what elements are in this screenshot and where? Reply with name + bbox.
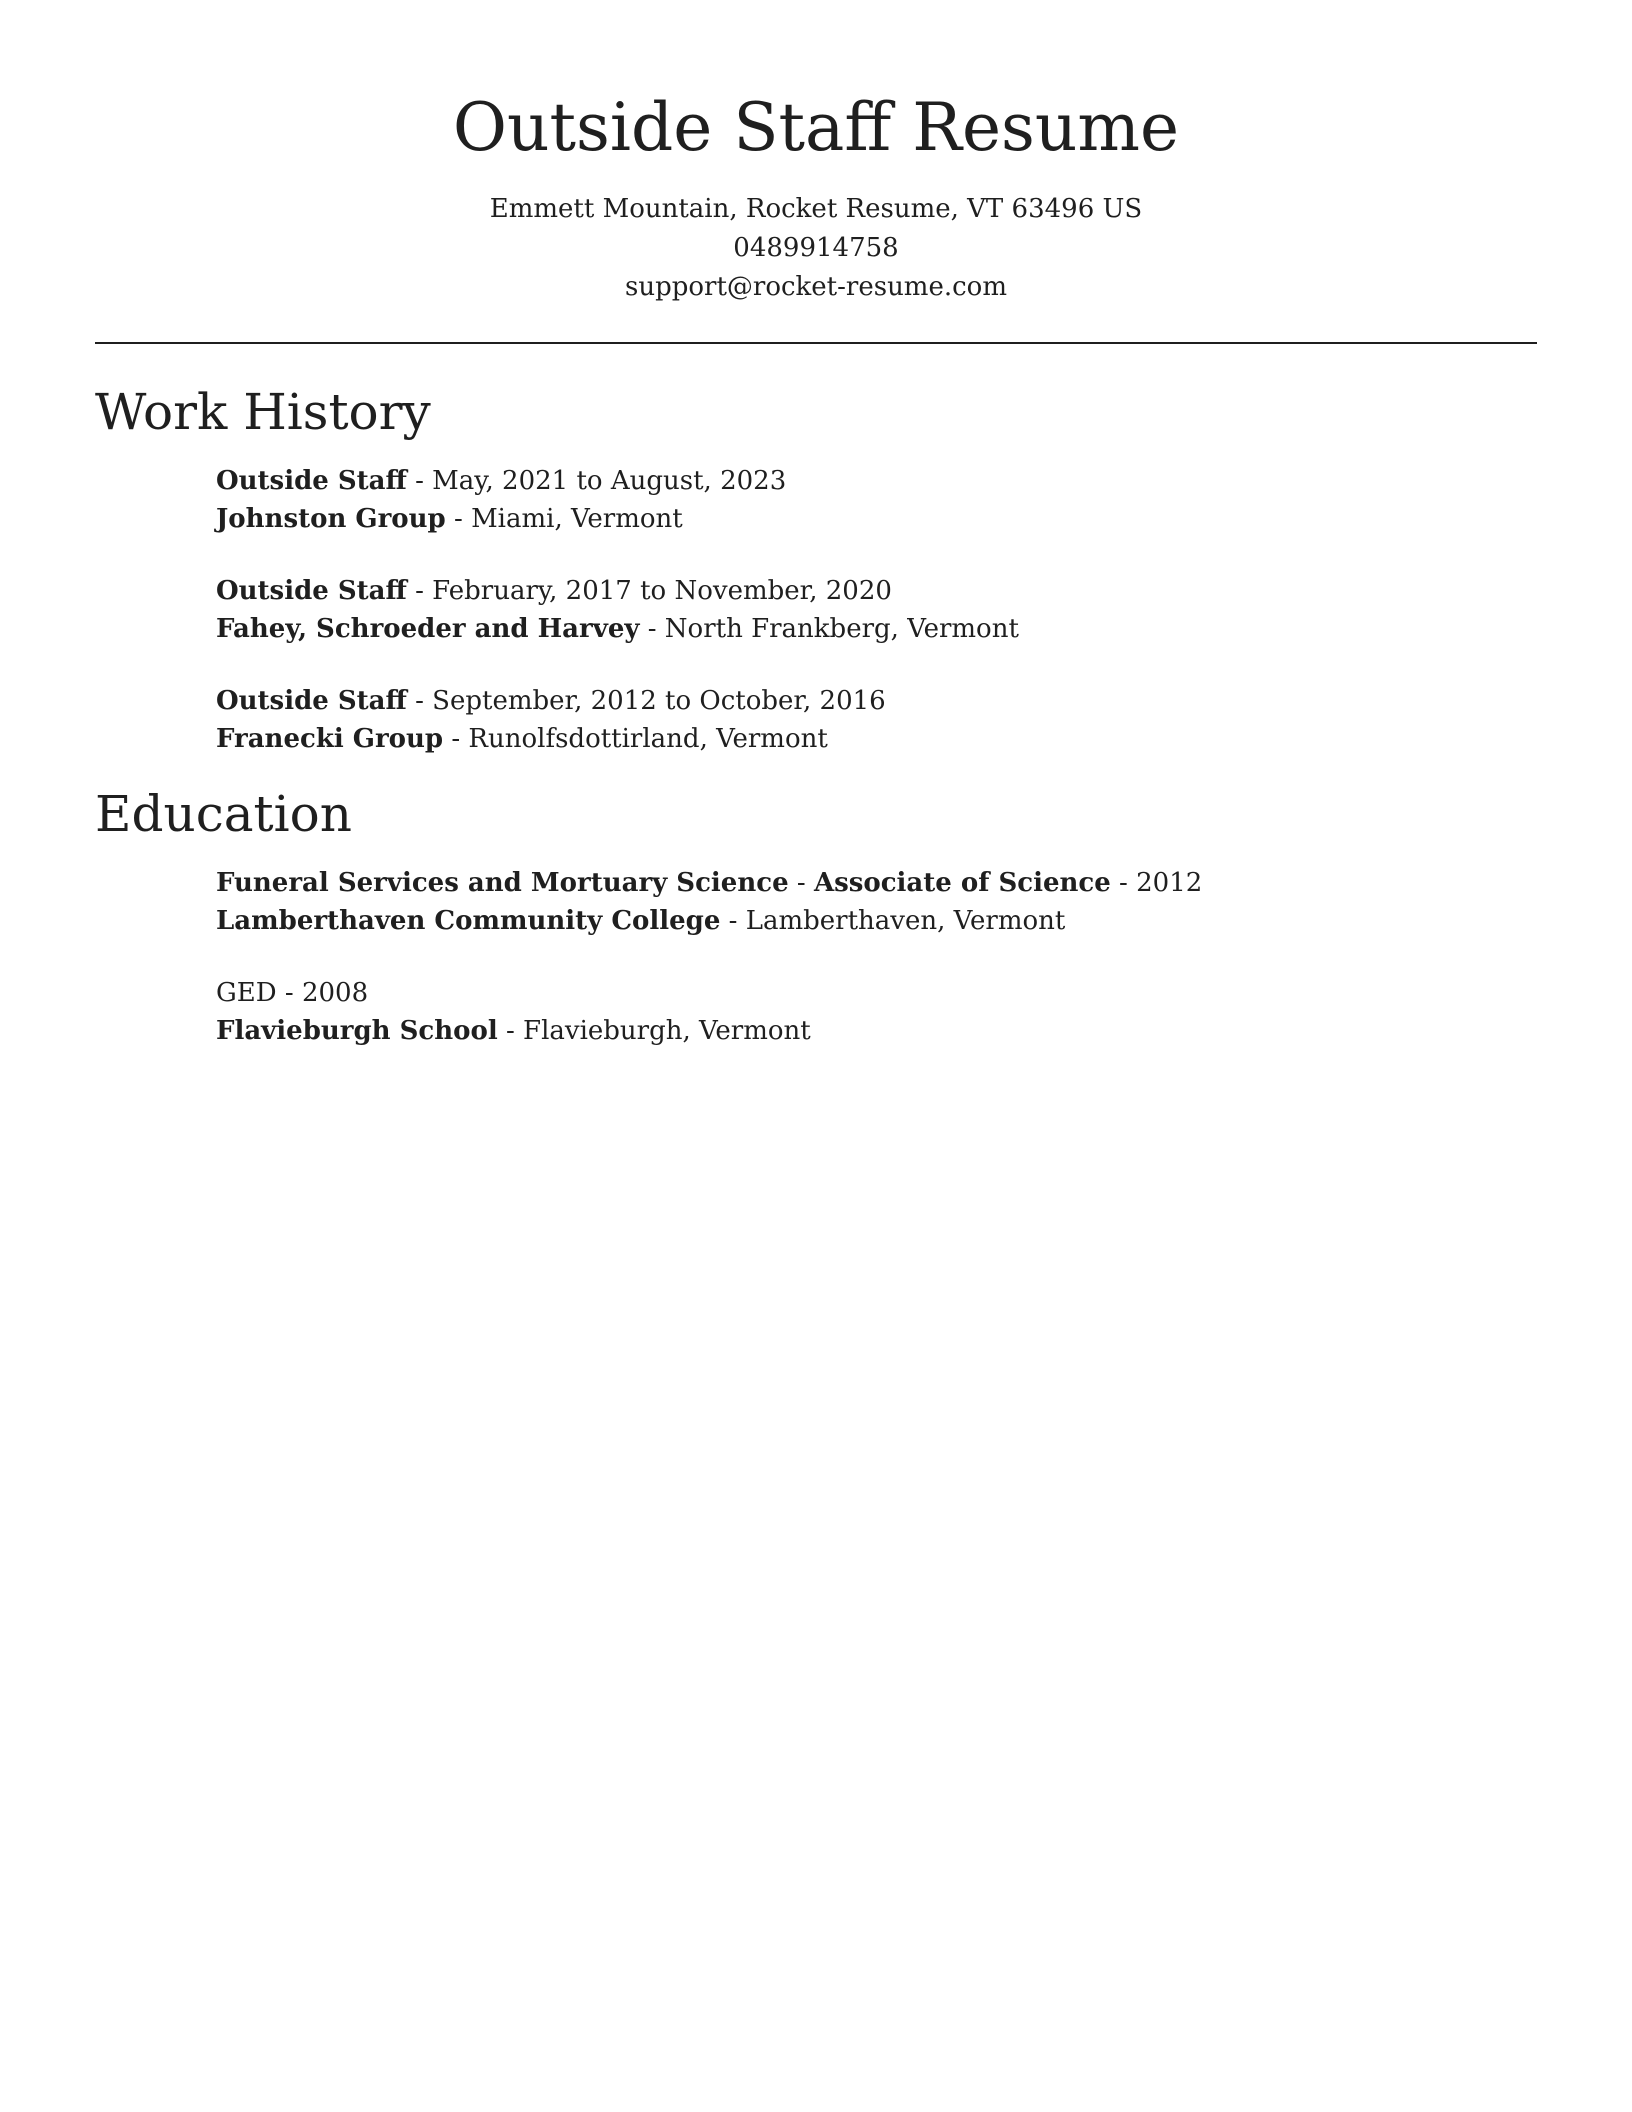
- education-entry-year: 2008: [301, 978, 369, 1008]
- work-entry-company: Fahey, Schroeder and Harvey: [216, 614, 640, 644]
- education-entry-location: Lamberthaven, Vermont: [745, 906, 1066, 936]
- contact-address: Emmett Mountain, Rocket Resume, VT 63496 US: [489, 194, 1143, 224]
- education-entry-location: Flavieburgh, Vermont: [523, 1016, 811, 1046]
- education-entry-degree: GED: [216, 978, 277, 1008]
- education-entry-1: [216, 864, 1202, 940]
- work-entry-company: Franecki Group: [216, 724, 444, 754]
- work-entry-title: Outside Staff: [216, 686, 407, 716]
- work-entry-role-line: Outside Staff - May, 2021 to August, 2023: [216, 466, 787, 496]
- work-entry-role-line: Outside Staff - February, 2017 to November, 2020: [216, 576, 892, 606]
- education-entry-degree-line: GED - 2008: [216, 978, 369, 1008]
- education-entry-degree-line: Funeral Services and Mortuary Science - Associate of Science - 2012: [216, 868, 1203, 898]
- work-entry-location: North Frankberg, Vermont: [664, 614, 1019, 644]
- education-heading: Education: [95, 785, 352, 843]
- header-divider: [95, 342, 1537, 344]
- education-entry-year: 2012: [1136, 868, 1203, 898]
- education-entry-school-line: Flavieburgh School - Flavieburgh, Vermont: [216, 1016, 811, 1046]
- contact-block: [0, 190, 1632, 307]
- education-entry-school-line: Lamberthaven Community College - Lamberthaven, Vermont: [216, 906, 1066, 936]
- work-entry-dates: September, 2012 to October, 2016: [432, 686, 886, 716]
- work-entry-company-line: Fahey, Schroeder and Harvey - North Frankberg, Vermont: [216, 614, 1019, 644]
- work-entry-location: Miami, Vermont: [471, 504, 683, 534]
- education-entry-degree: Associate of Science: [813, 868, 1111, 898]
- work-entry-2: [216, 572, 1019, 648]
- education-entry-2: [216, 974, 811, 1050]
- education-entry-school: Lamberthaven Community College: [216, 906, 721, 936]
- education-entry-field: Funeral Services and Mortuary Science: [216, 868, 789, 898]
- education-entry-school: Flavieburgh School: [216, 1016, 498, 1046]
- work-entry-company: Johnston Group: [216, 504, 446, 534]
- work-entry-1: [216, 462, 786, 538]
- contact-email: support@rocket-resume.com: [624, 272, 1007, 302]
- contact-phone: 0489914758: [733, 233, 899, 263]
- work-history-heading: Work History: [95, 383, 431, 441]
- work-entry-3: [216, 682, 886, 758]
- page-title: Outside Staff Resume: [452, 89, 1180, 166]
- work-entry-title: Outside Staff: [216, 466, 407, 496]
- work-entry-title: Outside Staff: [216, 576, 407, 606]
- work-entry-dates: May, 2021 to August, 2023: [432, 466, 787, 496]
- work-entry-role-line: Outside Staff - September, 2012 to October, 2016: [216, 686, 886, 716]
- work-entry-company-line: Franecki Group - Runolfsdottirland, Vermont: [216, 724, 828, 754]
- work-entry-dates: February, 2017 to November, 2020: [432, 576, 892, 606]
- work-entry-company-line: Johnston Group - Miami, Vermont: [216, 504, 683, 534]
- work-entry-location: Runolfsdottirland, Vermont: [468, 724, 828, 754]
